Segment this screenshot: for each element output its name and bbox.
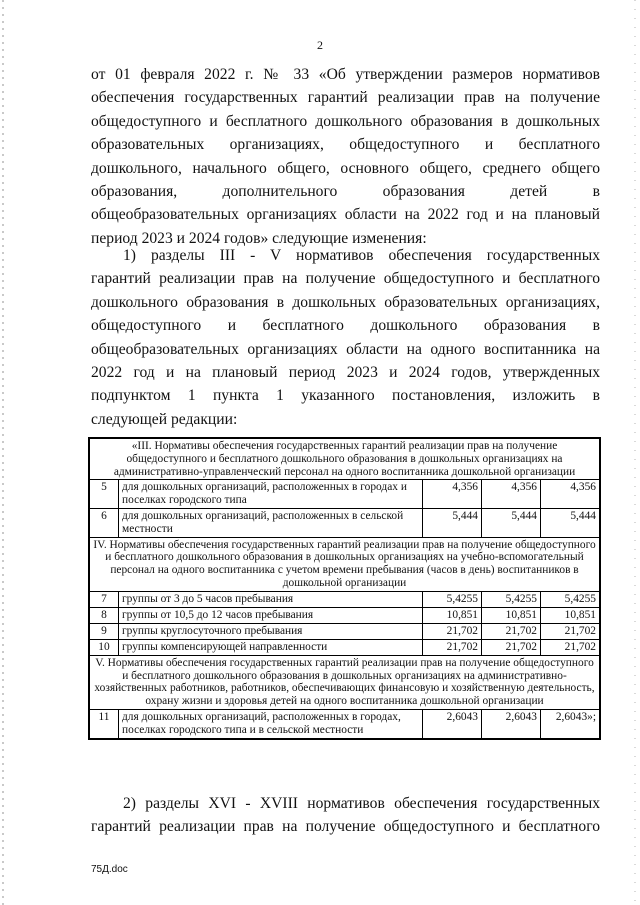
paragraph-amendment-intro: [91, 63, 600, 250]
row-label: для дошкольных организаций, расположенных в городах и поселках городского типа: [119, 480, 423, 509]
text-line: гарантий реализации прав на получение общедоступного и бесплатного: [91, 270, 600, 288]
table-row: [89, 623, 600, 639]
value-2023: 21,702: [482, 639, 541, 655]
text-line: обеспечения государственных гарантий реализации прав на получение: [91, 89, 600, 107]
text-line: 2022 год и на плановый период 2023 и 2024 годов, утвержденных: [91, 364, 600, 382]
row-number: 7: [89, 591, 119, 607]
document-filename: 75Д.doc: [91, 864, 128, 875]
paragraph-item-2: [91, 792, 600, 839]
value-2024: 4,356: [541, 480, 601, 509]
value-2024: 2,6043»;: [541, 709, 601, 738]
table-row: [89, 639, 600, 655]
value-2022: 21,702: [423, 623, 482, 639]
value-2022: 2,6043: [423, 709, 482, 738]
row-number: 9: [89, 623, 119, 639]
text-line: общеобразовательных организациях области на одного воспитанника на: [91, 340, 600, 358]
table-row: [89, 591, 600, 607]
text-line: образовательных организациях, общедоступного и бесплатного: [91, 136, 600, 154]
section-5-heading: V. Нормативы обеспечения государственных гарантий реализации прав на получение общедоступного и бесплатного дошкольного образования в дошкольных организациях на административно-хозяйственных работников, работников, обеспечивающих финансовую и хозяйственную деятельность, охрану жизни и здоровья детей на одного воспитанника дошкольной организации: [89, 655, 600, 709]
table-row: [89, 607, 600, 623]
norms-table: [88, 437, 601, 740]
row-number: 6: [89, 508, 119, 537]
row-label: группы компенсирующей направленности: [119, 639, 423, 655]
text-line: общедоступного и бесплатного дошкольного образования в дошкольных: [91, 112, 600, 130]
section-4-heading: IV. Нормативы обеспечения государственных гарантий реализации прав на получение общедоступного и бесплатного дошкольного образования в дошкольных организациях на учебно-вспомогательный персонал на одного воспитанника с учетом времени пребывания (часов в день) воспитанников в дошкольной организации: [89, 537, 600, 591]
text-line: общедоступного и бесплатного дошкольного образования в: [91, 317, 600, 335]
section-3-heading: «III. Нормативы обеспечения государственных гарантий реализации прав на получение общедоступного и бесплатного дошкольного образования в дошкольных организациях на административно-управленческий персонал на одного воспитанника дошкольной организации: [89, 438, 600, 480]
text-line: подпунктом 1 пункта 1 указанного постановления, изложить в: [91, 387, 600, 405]
row-label: для дошкольных организаций, расположенных в сельской местности: [119, 508, 423, 537]
value-2022: 10,851: [423, 607, 482, 623]
value-2022: 21,702: [423, 639, 482, 655]
row-label: группы от 10,5 до 12 часов пребывания: [119, 607, 423, 623]
text-line: 2) разделы XVI - XVIII нормативов обеспечения государственных: [123, 795, 600, 812]
scan-edge-left: [2, 0, 4, 905]
value-2022: 4,356: [423, 480, 482, 509]
text-line: следующей редакции:: [91, 410, 238, 428]
row-number: 5: [89, 480, 119, 509]
text-line: период 2023 и 2024 годов» следующие изменения:: [91, 229, 427, 247]
table-row: [89, 480, 600, 509]
text-line: образования, дополнительного образования детей в: [91, 183, 600, 201]
value-2022: 5,4255: [423, 591, 482, 607]
value-2024: 21,702: [541, 639, 601, 655]
text-line: от 01 февраля 2022 г. № 33 «Об утверждении размеров нормативов: [91, 66, 600, 83]
value-2024: 5,444: [541, 508, 601, 537]
value-2023: 5,4255: [482, 591, 541, 607]
value-2023: 4,356: [482, 480, 541, 509]
text-line: 1) разделы III - V нормативов обеспечения государственных: [123, 247, 600, 264]
value-2024: 21,702: [541, 623, 601, 639]
value-2022: 5,444: [423, 508, 482, 537]
text-line: общеобразовательных организациях области на 2022 год и на плановый: [91, 206, 600, 224]
table-row: [89, 709, 600, 738]
value-2023: 5,444: [482, 508, 541, 537]
paragraph-item-1: [91, 244, 600, 431]
row-number: 8: [89, 607, 119, 623]
row-label: группы круглосуточного пребывания: [119, 623, 423, 639]
value-2023: 21,702: [482, 623, 541, 639]
value-2023: 10,851: [482, 607, 541, 623]
text-line: дошкольного образования в дошкольных образовательных организациях,: [91, 293, 600, 311]
value-2023: 2,6043: [482, 709, 541, 738]
row-number: 10: [89, 639, 119, 655]
table-row: [89, 508, 600, 537]
value-2024: 5,4255: [541, 591, 601, 607]
text-line: гарантий реализации прав на получение общедоступного и бесплатного: [91, 818, 600, 836]
row-number: 11: [89, 709, 119, 738]
text-line: дошкольного, начального общего, основного общего, среднего общего: [91, 159, 600, 177]
row-label: группы от 3 до 5 часов пребывания: [119, 591, 423, 607]
page-number: 2: [317, 38, 323, 52]
row-label: для дошкольных организаций, расположенных в городах, поселках городского типа и в сельской местности: [119, 709, 423, 738]
scan-edge-right: [634, 0, 636, 905]
value-2024: 10,851: [541, 607, 601, 623]
